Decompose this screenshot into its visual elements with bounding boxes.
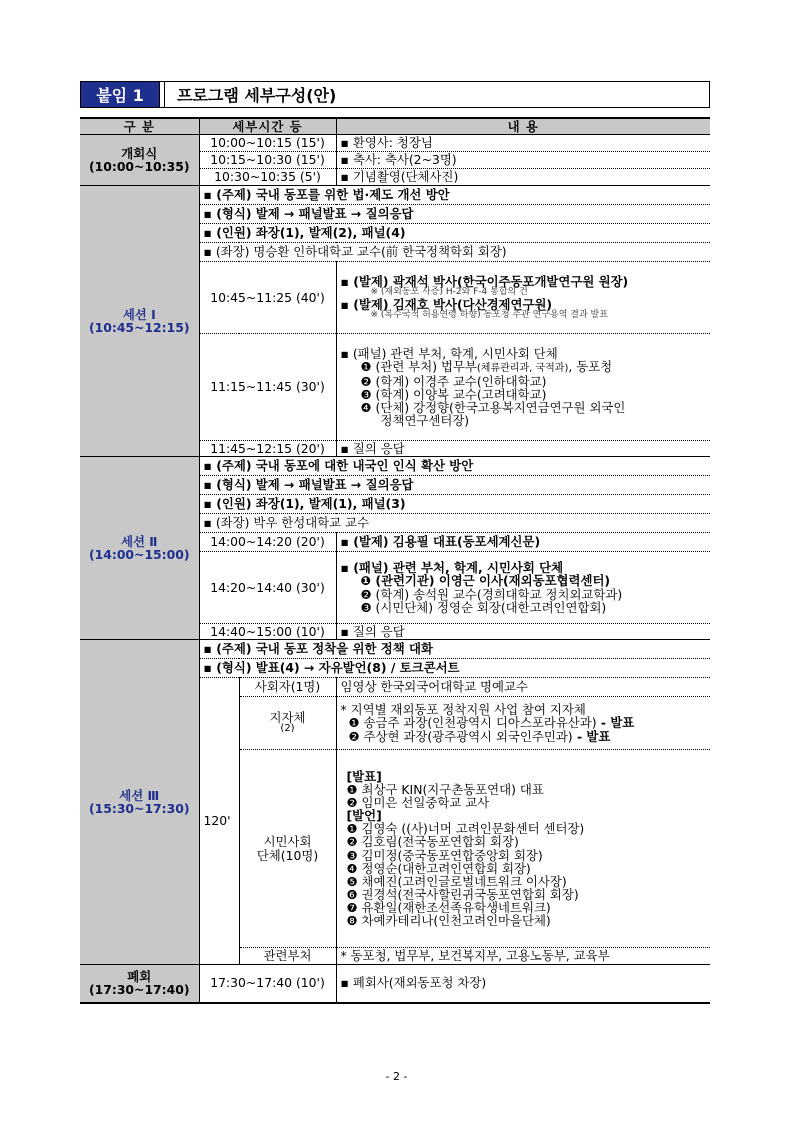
attachment-badge: 붙임 1 bbox=[81, 82, 160, 107]
opening-label: 개회식 (10:00~10:35) bbox=[80, 135, 199, 186]
session1-label: 세션 Ⅰ (10:45~12:15) bbox=[80, 186, 199, 457]
session2-label: 세션 Ⅱ (14:00~15:00) bbox=[80, 457, 199, 640]
section-title-box bbox=[80, 81, 710, 108]
session1-topic: ▪ (주제) 국내 동포를 위한 법·제도 개선 방안 bbox=[199, 186, 710, 205]
col-header-content: 내 용 bbox=[336, 118, 710, 135]
session3-label: 세션 Ⅲ (15:30~17:30) bbox=[80, 640, 199, 965]
program-table: 구 분 세부시간 등 내 용 개회식 (10:00~10:35) 10:00~10:15 (15') ▪ 환영사: 청장님 10:15~10:30 (15') ▪ 축사: 축사(2~3명) 10:30~10:35 (5') ▪ 기념촬영(단체사진) 세션 Ⅰ (10:45~12:15) ▪ (주제) 국내 동포를 위한 법·제도 개선 방안 ▪ (형식) 발제 → 패널발표 → 질의응답 ▪ (인원) 좌장(1), 발제(2), 패널(4) ▪ (좌장) 명승환 인하대학교 교수(前 한국정책학회 회장) 10:45~11:25 (40') ▪ (발제) 곽재석 박사(한국이주동포개발연구원 원장) ※ (재외동포 사증) H-2와 F-4 통합의 건 ▪ (발제) 김재호 박사(다산경제연구원) ※ (복수국적 허용연령 하향) 동포청 주관 연구용역 결과 발표 11:15~11:45 (30') ▪ (패널) 관련 부처, 학계, 시민사회 단체 ❶ (관련 부처) 법무부(체류관리과, 국적과), 동포청 ❷ (학계) 이경주 교수(인하대학교) ❸ (학계) 이양복 교수(고려대학교) ❹ (단체) 강정향(한국고용복지연금연구원 외국인 정책연구센터장) 11:45~12:15 (20') ▪ 질의 응답 세션 Ⅱ (14:00~15:00) ▪ (주제) 국내 동포에 대한 내국인 인식 확산 방안 ▪ (형식) 발제 → 패널발표 → 질의응답 ▪ (인원) 좌장(1), 발제(1), 패널(3) ▪ (좌장) 박우 한성대학교 교수 14:00~14:20 (20') ▪ (발제) 김용필 대표(동포세계신문) 14:20~14:40 (30') ▪ (패널) 관련 부처, 학계, 시민사회 단체 ❶ (관련기관) 이영근 이사(재외동포협력센터) ❷ (학계) 송석원 교수(경희대학교 정치외교학과) ❸ (시민단체) 정영순 회장(대한고려인연합회) 14:40~15:00 (10') ▪ 질의 응답 세션 Ⅲ (15:30~17:30) ▪ (주제) 국내 동포 정착을 위한 정책 대화 ▪ (형식) 발표(4) → 자유발언(8) / 토크콘서트 120' 사회자(1명) 임영상 한국외국어대학교 명예교수 지자체 (2) * 지역별 재외동포 정착지원 사업 참여 지자체 ❶ 송금주 과장(인천광역시 디아스포라유산과) - 발표 ❷ 주상현 과장(광주광역시 외국인주민과) - 발표 시민사회 단체(10명) [발표] ❶ 최상구 KIN(지구촌동포연대) 대표 ❷ 임미은 선일중학교 교사 [발언] ❶ 김영숙 ((사)너머 고려인문화센터 센터장) ❷ 김호림(전국동포연합회 회장) ❸ 김미정(중국동포연합중앙회 회장) ❹ 정영순(대한고려인연합회 회장) ❺ 채예진(고려인글로벌네트워크 이사장) ❻ 권경석(전국사할린귀국동포연합회 회장) ❼ 유환일(재한조선족유학생네트워크) ❽ 차예카테리나(인천고려인마을단체) 관련부처 * 동포청, 법무부, 보건복지부, 고용노동부, 교육부 폐회 (17:30~17:40) 17:30~17:40 (10') ▪ 폐회사(재외동포청 차장) bbox=[80, 117, 710, 1004]
opening-time-1: 10:00~10:15 (15') bbox=[199, 135, 336, 152]
page-title: 프로그램 세부구성(안) bbox=[177, 86, 337, 105]
session3-duration: 120' bbox=[199, 678, 239, 965]
col-header-time: 세부시간 등 bbox=[199, 118, 336, 135]
col-header-category: 구 분 bbox=[80, 118, 199, 135]
page-number: - 2 - bbox=[385, 1070, 408, 1083]
closing-label: 폐회 (17:30~17:40) bbox=[80, 965, 199, 1003]
